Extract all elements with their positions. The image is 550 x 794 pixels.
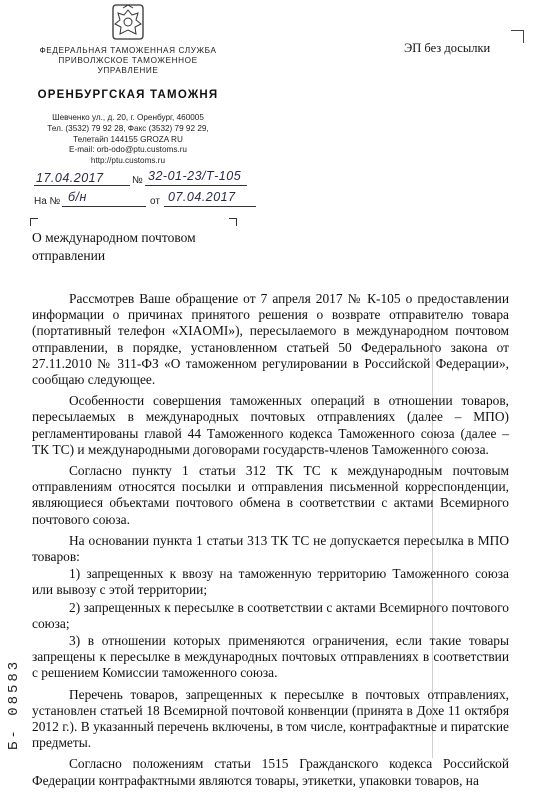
address-line: http://ptu.customs.ru	[90, 156, 166, 166]
subject-bracket-right	[229, 218, 237, 226]
address-line: Шевченко ул., д. 20, г. Оренбург, 460005	[52, 113, 204, 122]
organization-name: ОРЕНБУРГСКАЯ ТАМОЖНЯ	[37, 89, 219, 101]
body-paragraph: Согласно пункту 1 статьи 312 ТК ТС к международным почтовым отправлениям относятся посылки и отправления письменной корреспонденции, являющиеся объектами почтового обмена в соответствии с актами Всемирного почтового союза.	[32, 463, 509, 527]
subject-bracket-left	[30, 218, 38, 226]
ref-from-label: от	[150, 196, 160, 207]
outgoing-date: 17.04.2017	[36, 171, 104, 185]
org-line: УПРАВЛЕНИЕ	[97, 66, 159, 75]
ref-underline	[62, 206, 146, 207]
body-paragraph: Рассмотрев Ваше обращение от 7 апреля 2017 № К-105 о предоставлении информации о причинах принятого решения о возврате отправителю товара (портативный телефон «XIAOMI»), пересылаемого в международном почтовом отправлении, в порядке, установленном статьей 50 Федерального закона от 27.11.2010 № 311-ФЗ «О таможенном регулировании в Российской Федерации», сообщаю следующее.	[32, 291, 509, 388]
body-paragraph: Особенности совершения таможенных операций в отношении товаров, пересылаемых в международных почтовых отправлениях (далее – МПО) регламентированы главой 44 Таможенного кодекса Таможенного союза (далее – ТК ТС) и международными договорами государств-членов Таможенного союза.	[32, 393, 509, 457]
outgoing-number: 32-01-23/Т-105	[148, 169, 242, 183]
date-underline	[34, 185, 130, 186]
organization-block	[30, 46, 226, 76]
coat-of-arms-emblem	[108, 2, 148, 42]
address-line: E-mail: orb-odo@ptu.customs.ru	[69, 145, 187, 155]
address-block	[30, 113, 226, 167]
ref-date: 07.04.2017	[168, 190, 236, 204]
list-item: 1) запрещенных к ввозу на таможенную территорию Таможенного союза или вывозу с этой территории;	[32, 566, 509, 598]
letter-subject	[32, 229, 196, 264]
org-line: ПРИВОЛЖСКОЕ ТАМОЖЕННОЕ	[58, 56, 198, 65]
corner-mark	[511, 30, 524, 43]
list-item: 3) в отношении которых применяются ограничения, если такие товары запрещены к пересылке в международных почтовых отправлениях в соответствии с решением Комиссии таможенного союза.	[32, 633, 509, 681]
ref-date-underline	[164, 206, 256, 207]
subject-line: О международном почтовом	[32, 230, 196, 245]
body-paragraph: На основании пункта 1 статьи 313 ТК ТС не допускается пересылка в МПО товаров:	[32, 532, 509, 565]
ref-label: На №	[34, 196, 61, 207]
ref-number: б/н	[68, 190, 87, 204]
body-paragraph: Перечень товаров, запрещенных к пересылке в почтовых отправлениях, установлен статьей 18 Всемирной почтовой конвенции (принята в Дохе 11 октября 2012 г.). В указанный перечень включены, в том числе, контрафактные и пиратские предметы.	[32, 686, 509, 751]
subject-line: отправлении	[32, 247, 106, 263]
list-item: 2) запрещенных к пересылке в соответствии с актами Всемирного почтового союза;	[32, 599, 509, 631]
body-paragraph: Согласно положениям статьи 1515 Гражданского кодекса Российской Федерации контрафактными являются товары, этикетки, упаковки товаров, на	[32, 756, 509, 788]
side-serial-stamp: Б- 08583	[6, 658, 22, 750]
number-label: №	[132, 175, 143, 186]
address-line: Телетайп 144155 GROZA RU	[73, 134, 183, 144]
letter-body	[32, 291, 509, 794]
mailing-stamp-note: ЭП без досылки	[404, 41, 491, 55]
org-line: ФЕДЕРАЛЬНАЯ ТАМОЖЕННАЯ СЛУЖБА	[39, 46, 217, 55]
address-line: Тел. (3532) 79 92 28, Факс (3532) 79 92 29,	[47, 123, 209, 133]
number-underline	[145, 185, 247, 186]
